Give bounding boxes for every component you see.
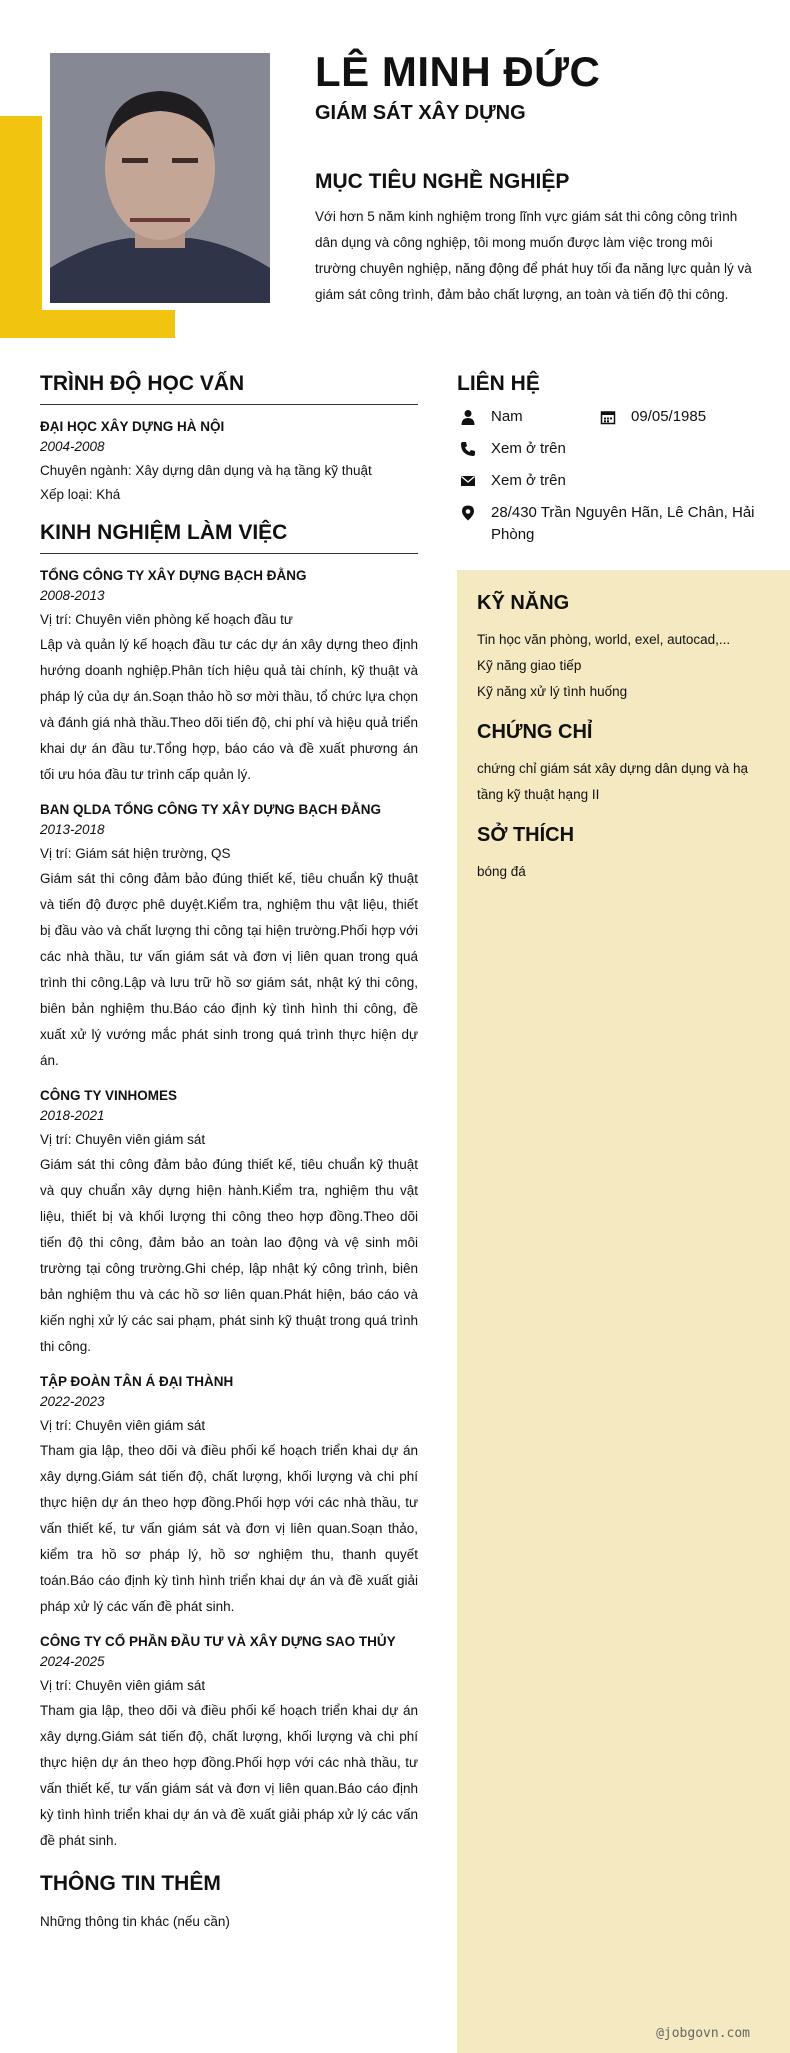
- envelope-icon: [457, 470, 479, 492]
- experience-item: [40, 568, 418, 788]
- skill-item: Kỹ năng xử lý tình huống: [477, 684, 628, 699]
- experience-description: Giám sát thi công đảm bảo đúng thiết kế, tiêu chuẩn kỹ thuật và quy chuẩn xây dựng hiện hành.Kiểm tra, nghiệm thu vật liệu, thiết bị và khối lượng thi công theo hợp đồng.Theo dõi tiến độ thi công, đảm bảo an toàn lao động và vệ sinh môi trường tại công trường.Ghi chép, lập nhật ký công trình, biên bản nghiệm thu và các hồ sơ liên quan.Phát hiện, báo cáo và kiến nghị xử lý các sai phạm, phát sinh kỹ thuật trong quá trình thi công.: [40, 1157, 418, 1354]
- experience-item: [40, 802, 418, 1074]
- contact-dob: 09/05/1985: [631, 408, 707, 425]
- phone-icon: [457, 438, 479, 460]
- contact-phone: Xem ở trên: [491, 440, 566, 457]
- contact-section: [457, 372, 777, 556]
- experience-item: [40, 1088, 418, 1360]
- education-major: Chuyên ngành: Xây dựng dân dụng và hạ tầng kỹ thuật: [40, 463, 372, 478]
- objective-text: Với hơn 5 năm kinh nghiệm trong lĩnh vực giám sát thi công công trình dân dụng và công nghiệp, tôi mong muốn được làm việc trong môi trường chuyên nghiệp, năng động để phát huy tối đa năng lực quản lý và giám sát công trình, đảm bảo chất lượng, an toàn và tiến độ thi công.: [315, 209, 752, 302]
- skills-section: [477, 592, 770, 705]
- contact-address-row: [457, 502, 777, 546]
- skill-item: Kỹ năng giao tiếp: [477, 658, 582, 673]
- education-period: 2004-2008: [40, 439, 105, 454]
- hobbies-heading: SỞ THÍCH: [477, 824, 575, 846]
- experience-position: Vị trí: Chuyên viên giám sát: [40, 1418, 206, 1433]
- education-grade: Xếp loại: Khá: [40, 487, 121, 502]
- contact-address: 28/430 Trần Nguyên Hãn, Lê Chân, Hải Phòng: [491, 504, 755, 543]
- experience-description: Tham gia lập, theo dõi và điều phối kế hoạch triển khai dự án xây dựng.Giám sát tiến độ, chất lượng, khối lượng và chi phí thực hiện dự án theo hợp đồng.Phối hợp với các nhà thầu, tư vấn thiết kế, tư vấn giám sát và đơn vị liên quan.Báo cáo định kỳ tình hình triển khai dự án và đề xuất giải pháp xử lý các vấn đề phát sinh.: [40, 1703, 418, 1848]
- education-school: ĐẠI HỌC XÂY DỰNG HÀ NỘI: [40, 419, 225, 434]
- experience-position: Vị trí: Chuyên viên phòng kế hoạch đầu tư: [40, 612, 293, 627]
- hobbies-text: bóng đá: [477, 864, 526, 879]
- contact-phone-row: [457, 438, 777, 460]
- hobbies-section: [477, 824, 770, 885]
- experience-company: CÔNG TY CỔ PHẦN ĐẦU TƯ VÀ XÂY DỰNG SAO THỦY: [40, 1634, 396, 1649]
- experience-item: [40, 1634, 418, 1854]
- experience-period: 2008-2013: [40, 588, 105, 603]
- contact-gender-dob-row: [457, 406, 777, 428]
- experience-company: BAN QLDA TỔNG CÔNG TY XÂY DỰNG BẠCH ĐẰNG: [40, 802, 381, 817]
- experience-description: Giám sát thi công đảm bảo đúng thiết kế, tiêu chuẩn kỹ thuật và tiến độ được phê duyệt.Kiểm tra, nghiệm thu vật liệu, thiết bị đầu vào và chất lượng thi công tại hiện trường.Phối hợp với các nhà thầu, tư vấn giám sát và đơn vị liên quan trong quá trình thi công.Lập và lưu trữ hồ sơ giám sát, nhật ký thi công, biên bản nghiệm thu.Báo cáo định kỳ tình hình thi công, đề xuất xử lý vướng mắc phát sinh trong quá trình thực hiện dự án.: [40, 871, 418, 1068]
- experience-period: 2018-2021: [40, 1108, 105, 1123]
- experience-company: CÔNG TY VINHOMES: [40, 1088, 178, 1103]
- experience-period: 2022-2023: [40, 1394, 105, 1409]
- accent-bar-left: [0, 116, 42, 338]
- experience-period: 2024-2025: [40, 1654, 105, 1669]
- candidate-name: LÊ MINH ĐỨC: [315, 48, 601, 95]
- experience-description: Tham gia lập, theo dõi và điều phối kế hoạch triển khai dự án xây dựng.Giám sát tiến độ, chất lượng, khối lượng và chi phí thực hiện dự án theo hợp đồng.Phối hợp với các nhà thầu, tư vấn thiết kế, tư vấn giám sát và đơn vị liên quan.Soạn thảo, kiểm tra hồ sơ pháp lý, hồ sơ nghiệm thu, thanh quyết toán.Báo cáo định kỳ tình hình triển khai dự án và đề xuất giải pháp xử lý các vấn đề phát sinh.: [40, 1443, 418, 1614]
- accent-bar-bottom: [0, 310, 175, 338]
- additional-info-heading: THÔNG TIN THÊM: [40, 1872, 221, 1895]
- certificates-section: [477, 721, 770, 808]
- contact-heading: LIÊN HỆ: [457, 372, 540, 395]
- experience-position: Vị trí: Chuyên viên giám sát: [40, 1132, 206, 1147]
- contact-email-row: [457, 470, 777, 492]
- calendar-icon: [597, 406, 619, 428]
- contact-email: Xem ở trên: [491, 472, 566, 489]
- additional-info-text: Những thông tin khác (nếu cần): [40, 1914, 230, 1929]
- side-panel: [457, 570, 790, 2053]
- objective-heading: MỤC TIÊU NGHỀ NGHIỆP: [315, 170, 570, 193]
- job-title: GIÁM SÁT XÂY DỰNG: [315, 102, 526, 124]
- experience-company: TỔNG CÔNG TY XÂY DỰNG BẠCH ĐẰNG: [40, 568, 307, 583]
- experience-item: [40, 1374, 418, 1620]
- experience-company: TẬP ĐOÀN TÂN Á ĐẠI THÀNH: [40, 1374, 234, 1389]
- certificates-text: chứng chỉ giám sát xây dựng dân dụng và hạ tầng kỹ thuật hạng II: [477, 761, 748, 802]
- skills-heading: KỸ NĂNG: [477, 592, 570, 614]
- experience-heading: KINH NGHIỆM LÀM VIỆC: [40, 521, 418, 554]
- experience-position: Vị trí: Giám sát hiện trường, QS: [40, 846, 231, 861]
- watermark: @jobgovn.com: [656, 2026, 750, 2041]
- experience-position: Vị trí: Chuyên viên giám sát: [40, 1678, 206, 1693]
- experience-description: Lập và quản lý kế hoạch đầu tư các dự án xây dựng theo định hướng doanh nghiệp.Phân tích hiệu quả tài chính, kỹ thuật và pháp lý của dự án.Soạn thảo hồ sơ mời thầu, tổ chức lựa chọn và đánh giá nhà thầu.Theo dõi tiến độ, chi phí và hiệu quả triển khai dự án đầu tư.Tổng hợp, báo cáo và đề xuất phương án tối ưu hóa đầu tư trình cấp quản lý.: [40, 637, 418, 782]
- certificates-heading: CHỨNG CHỈ: [477, 721, 593, 743]
- left-column: [40, 372, 418, 1934]
- contact-gender: Nam: [491, 408, 523, 425]
- skill-item: Tin học văn phòng, world, exel, autocad,...: [477, 632, 731, 647]
- location-pin-icon: [457, 502, 479, 524]
- profile-photo: [50, 53, 270, 303]
- experience-period: 2013-2018: [40, 822, 105, 837]
- person-icon: [457, 406, 479, 428]
- education-heading: TRÌNH ĐỘ HỌC VẤN: [40, 372, 418, 405]
